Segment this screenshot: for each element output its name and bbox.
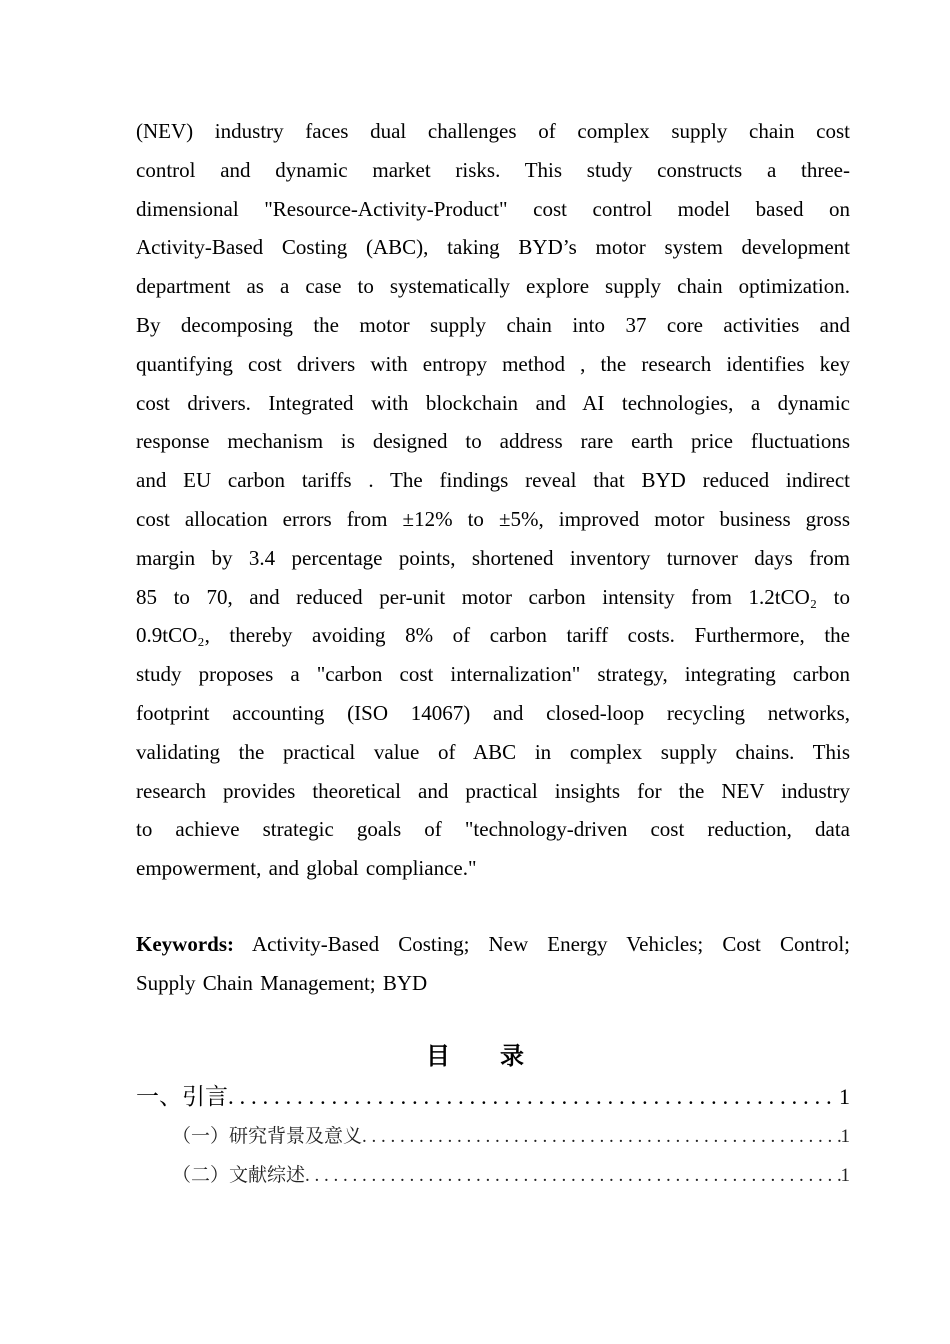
abstract-line: dimensional "Resource-Activity-Product" cost control model based on xyxy=(136,196,850,221)
abstract-line: 85 to 70, and reduced per-unit motor carbon intensity from 1.2tCO₂ to xyxy=(136,584,850,609)
abstract-line: department as a case to systematically explore supply chain optimization. xyxy=(136,274,850,299)
abstract-line: response mechanism is designed to address rare earth price fluctuations xyxy=(136,429,850,454)
keywords-line-2: Supply Chain Management; BYD xyxy=(136,970,428,995)
abstract-body xyxy=(136,112,850,888)
toc-entry[interactable] xyxy=(136,1121,850,1148)
keywords xyxy=(136,925,850,1003)
toc-entry-page: 1 xyxy=(840,1126,850,1147)
abstract-line: cost drivers. Integrated with blockchain and AI technologies, a dynamic xyxy=(136,390,850,415)
abstract-line: (NEV) industry faces dual challenges of complex supply chain cost xyxy=(136,119,850,143)
abstract-line: By decomposing the motor supply chain into 37 core activities and xyxy=(136,312,850,337)
toc-leader-dots xyxy=(305,1165,840,1187)
toc-entry-label: （二）文献综述 xyxy=(172,1164,306,1186)
abstract-line: study proposes a "carbon cost internalization" strategy, integrating carbon xyxy=(136,662,850,687)
abstract-line: empowerment, and global compliance." xyxy=(136,856,477,881)
abstract-line: quantifying cost drivers with entropy method , the research identifies key xyxy=(136,351,850,376)
toc-entry-label: （一）研究背景及意义 xyxy=(172,1125,363,1147)
toc-title: 目 录 xyxy=(426,1042,524,1070)
abstract-line: margin by 3.4 percentage points, shortened inventory turnover days from xyxy=(136,545,850,570)
abstract-line: and EU carbon tariffs . The findings reveal that BYD reduced indirect xyxy=(136,468,850,493)
toc-entry[interactable] xyxy=(136,1160,850,1187)
abstract-line: footprint accounting (ISO 14067) and closed-loop recycling networks, xyxy=(136,700,850,725)
toc-entry-page: 1 xyxy=(839,1084,850,1109)
toc-leader-dots xyxy=(228,1084,839,1110)
abstract-line: control and dynamic market risks. This study constructs a three- xyxy=(136,157,850,182)
abstract-line: Activity-Based Costing (ABC), taking BYD’s motor system development xyxy=(136,235,850,260)
abstract-line: validating the practical value of ABC in complex supply chains. This xyxy=(136,739,850,764)
keywords-label: Keywords: xyxy=(136,932,234,956)
abstract-line: cost allocation errors from ±12% to ±5%, improved motor business gross xyxy=(136,506,850,531)
toc-leader-dots xyxy=(362,1126,840,1148)
abstract-line: to achieve strategic goals of "technology-driven cost reduction, data xyxy=(136,817,850,842)
abstract-line: research provides theoretical and practical insights for the NEV industry xyxy=(136,778,850,803)
toc-entry[interactable] xyxy=(136,1078,850,1111)
keywords-line-1: Keywords: Activity-Based Costing; New Energy Vehicles; Cost Control; xyxy=(136,932,851,956)
toc-entry-label: 一、引言 xyxy=(136,1084,228,1110)
toc-entry-page: 1 xyxy=(840,1165,850,1186)
abstract-line: 0.9tCO₂, thereby avoiding 8% of carbon tariff costs. Furthermore, the xyxy=(136,623,850,648)
